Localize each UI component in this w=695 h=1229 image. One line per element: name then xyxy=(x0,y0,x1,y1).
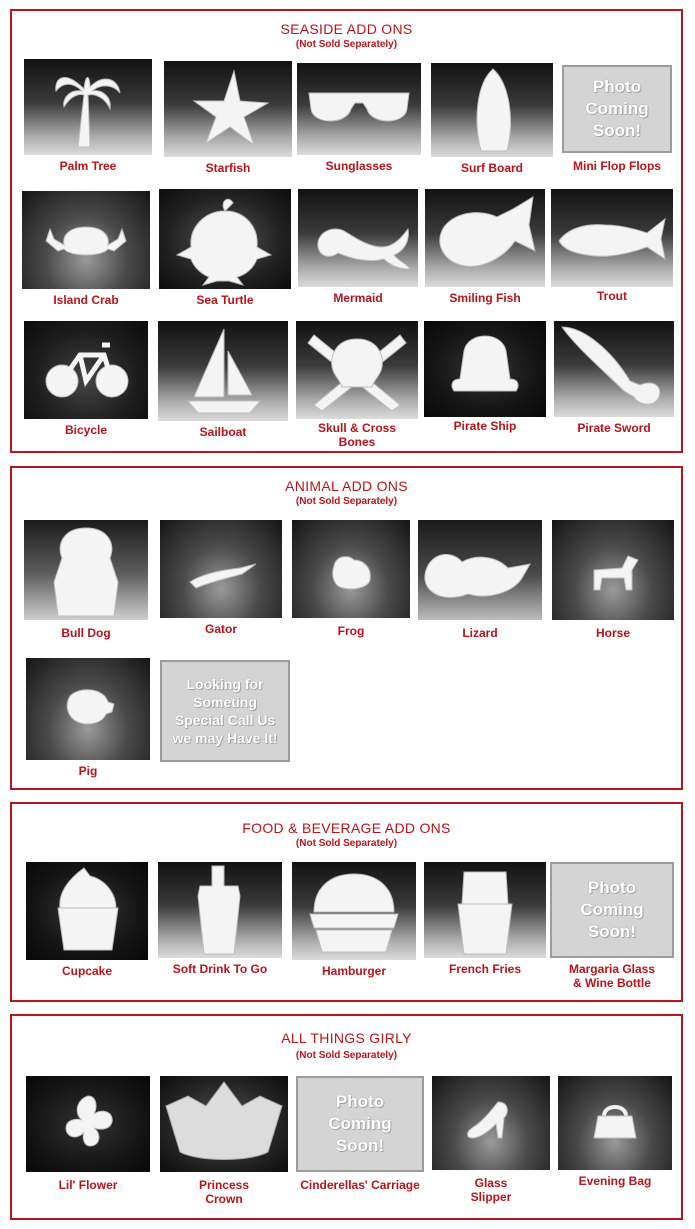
product-label: Palm Tree xyxy=(59,159,117,173)
product-photo xyxy=(24,321,148,419)
cupcake-icon xyxy=(26,862,148,960)
product-label: Sailboat xyxy=(199,425,247,439)
frog-icon xyxy=(292,520,410,618)
product-cupcake[interactable] xyxy=(26,862,148,978)
slipper-icon xyxy=(432,1076,550,1170)
product-photo xyxy=(160,1076,288,1172)
section-subtitle: (Not Sold Separately) xyxy=(295,39,398,50)
product-cinderellas-carriage[interactable] xyxy=(296,1076,424,1192)
product-label: Mini Flop Flops xyxy=(573,159,661,173)
product-soft-drink[interactable] xyxy=(158,862,282,976)
product-photo xyxy=(425,189,545,287)
product-sea-turtle[interactable] xyxy=(159,189,291,307)
product-photo xyxy=(26,1076,150,1172)
product-label: Pirate Sword xyxy=(577,421,651,435)
evening-bag-icon xyxy=(558,1076,672,1170)
product-photo xyxy=(164,61,292,157)
turtle-icon xyxy=(159,189,291,289)
photo-coming-soon-placeholder: Photo Coming Soon! xyxy=(562,65,672,153)
product-label: Soft Drink To Go xyxy=(172,962,268,976)
horse-icon xyxy=(552,520,674,620)
product-label: Glass Slipper xyxy=(470,1176,512,1204)
sailboat-icon xyxy=(158,321,288,421)
product-photo xyxy=(26,862,148,960)
product-evening-bag[interactable] xyxy=(558,1076,672,1188)
bicycle-icon xyxy=(24,321,148,419)
flower-icon xyxy=(26,1076,150,1172)
product-pig[interactable] xyxy=(26,658,150,778)
seaside-section xyxy=(10,9,683,453)
product-label: Princess Crown xyxy=(198,1178,250,1206)
hamburger-icon xyxy=(292,862,416,960)
palm-tree-icon xyxy=(24,59,152,155)
product-label: French Fries xyxy=(448,962,522,976)
product-mermaid[interactable] xyxy=(298,189,418,305)
section-title: SEASIDE ADD ONS xyxy=(280,21,413,37)
skull-icon xyxy=(296,321,418,419)
product-lizard[interactable] xyxy=(418,520,542,640)
product-photo xyxy=(297,63,421,155)
product-label: Bull Dog xyxy=(61,626,111,640)
sunglasses-icon xyxy=(297,63,421,155)
product-label: Lizard xyxy=(462,626,498,640)
product-palm-tree[interactable] xyxy=(24,59,152,173)
trout-icon xyxy=(551,189,673,287)
product-starfish[interactable] xyxy=(164,61,292,175)
product-label: Gator xyxy=(204,622,237,636)
french-fries-icon xyxy=(424,862,546,958)
product-label: Lil' Flower xyxy=(58,1178,118,1192)
fish-icon xyxy=(425,189,545,287)
special-request-placeholder xyxy=(160,660,290,762)
product-label: Cupcake xyxy=(61,964,113,978)
product-sunglasses[interactable] xyxy=(297,63,421,173)
product-pirate-sword[interactable] xyxy=(554,321,674,435)
product-photo xyxy=(160,520,282,618)
product-label: Hamburger xyxy=(321,964,386,978)
product-smiling-fish[interactable] xyxy=(425,189,545,305)
product-label: Trout xyxy=(597,289,627,303)
product-photo xyxy=(431,63,553,157)
product-photo xyxy=(424,862,546,958)
product-frog[interactable] xyxy=(292,520,410,638)
crab-icon xyxy=(22,191,150,289)
product-photo xyxy=(159,189,291,289)
product-label: Evening Bag xyxy=(578,1174,652,1188)
product-margarita-glass-wine-bottle[interactable] xyxy=(550,862,674,990)
surfboard-icon xyxy=(431,63,553,157)
product-photo xyxy=(432,1076,550,1170)
product-photo xyxy=(22,191,150,289)
product-photo xyxy=(418,520,542,620)
lizard-icon xyxy=(418,520,542,620)
section-title: ANIMAL ADD ONS xyxy=(285,478,408,494)
product-pirate-ship[interactable] xyxy=(424,321,546,433)
section-title: ALL THINGS GIRLY xyxy=(281,1030,412,1046)
section-title: FOOD & BEVERAGE ADD ONS xyxy=(242,820,451,836)
product-island-crab[interactable] xyxy=(22,191,150,307)
product-gator[interactable] xyxy=(160,520,282,636)
product-label: Sunglasses xyxy=(325,159,393,173)
product-label: Starfish xyxy=(205,161,251,175)
product-photo xyxy=(298,189,418,287)
product-bull-dog[interactable] xyxy=(24,520,148,640)
product-princess-crown[interactable] xyxy=(160,1076,288,1206)
product-label: Skull & Cross Bones xyxy=(317,421,397,449)
section-subtitle: (Not Sold Separately) xyxy=(295,1050,398,1061)
product-hamburger[interactable] xyxy=(292,862,416,978)
product-photo xyxy=(296,321,418,419)
food-beverage-section xyxy=(10,802,683,1002)
product-french-fries[interactable] xyxy=(424,862,546,976)
gator-icon xyxy=(160,520,282,618)
soft-drink-icon xyxy=(158,862,282,958)
product-glass-slipper[interactable] xyxy=(432,1076,550,1204)
product-label: Pig xyxy=(78,764,98,778)
product-photo xyxy=(158,321,288,421)
product-mini-flop-flops[interactable] xyxy=(562,65,672,173)
product-photo xyxy=(554,321,674,417)
pig-icon xyxy=(26,658,150,760)
product-label: Pirate Ship xyxy=(453,419,517,433)
product-photo xyxy=(558,1076,672,1170)
product-horse[interactable] xyxy=(552,520,674,640)
animal-section xyxy=(10,466,683,790)
section-subtitle: (Not Sold Separately) xyxy=(295,496,398,507)
product-photo xyxy=(292,520,410,618)
product-photo xyxy=(158,862,282,958)
photo-coming-soon-placeholder: Photo Coming Soon! xyxy=(550,862,674,958)
product-skull-cross-bones[interactable] xyxy=(296,321,418,449)
product-label: Margaria Glass & Wine Bottle xyxy=(568,962,656,990)
product-label: Cinderellas' Carriage xyxy=(300,1178,420,1192)
product-label: Bicycle xyxy=(64,423,108,437)
product-photo xyxy=(552,520,674,620)
mermaid-icon xyxy=(298,189,418,287)
section-subtitle: (Not Sold Separately) xyxy=(295,838,398,849)
product-label: Island Crab xyxy=(53,293,119,307)
product-label: Horse xyxy=(595,626,630,640)
product-bicycle[interactable] xyxy=(24,321,148,437)
special-request-note: Looking for Someting Special Call Us we may Have It! xyxy=(160,660,290,762)
product-sailboat[interactable] xyxy=(158,321,288,439)
product-label: Surf Board xyxy=(460,161,523,175)
product-label: Sea Turtle xyxy=(196,293,254,307)
product-photo xyxy=(424,321,546,417)
product-label: Smiling Fish xyxy=(449,291,521,305)
product-photo xyxy=(551,189,673,287)
crown-icon xyxy=(160,1076,288,1172)
pirate-ship-icon xyxy=(424,321,546,417)
product-photo xyxy=(24,59,152,155)
bulldog-icon xyxy=(24,520,148,620)
girly-section xyxy=(10,1014,683,1220)
product-lil-flower[interactable] xyxy=(26,1076,150,1192)
starfish-icon xyxy=(164,61,292,157)
product-photo xyxy=(26,658,150,760)
product-trout[interactable] xyxy=(551,189,673,303)
product-label: Mermaid xyxy=(333,291,383,305)
photo-coming-soon-placeholder: Photo Coming Soon! xyxy=(296,1076,424,1172)
product-photo xyxy=(24,520,148,620)
product-photo xyxy=(292,862,416,960)
product-surf-board[interactable] xyxy=(431,63,553,175)
product-label: Frog xyxy=(337,624,365,638)
sword-icon xyxy=(554,321,674,417)
